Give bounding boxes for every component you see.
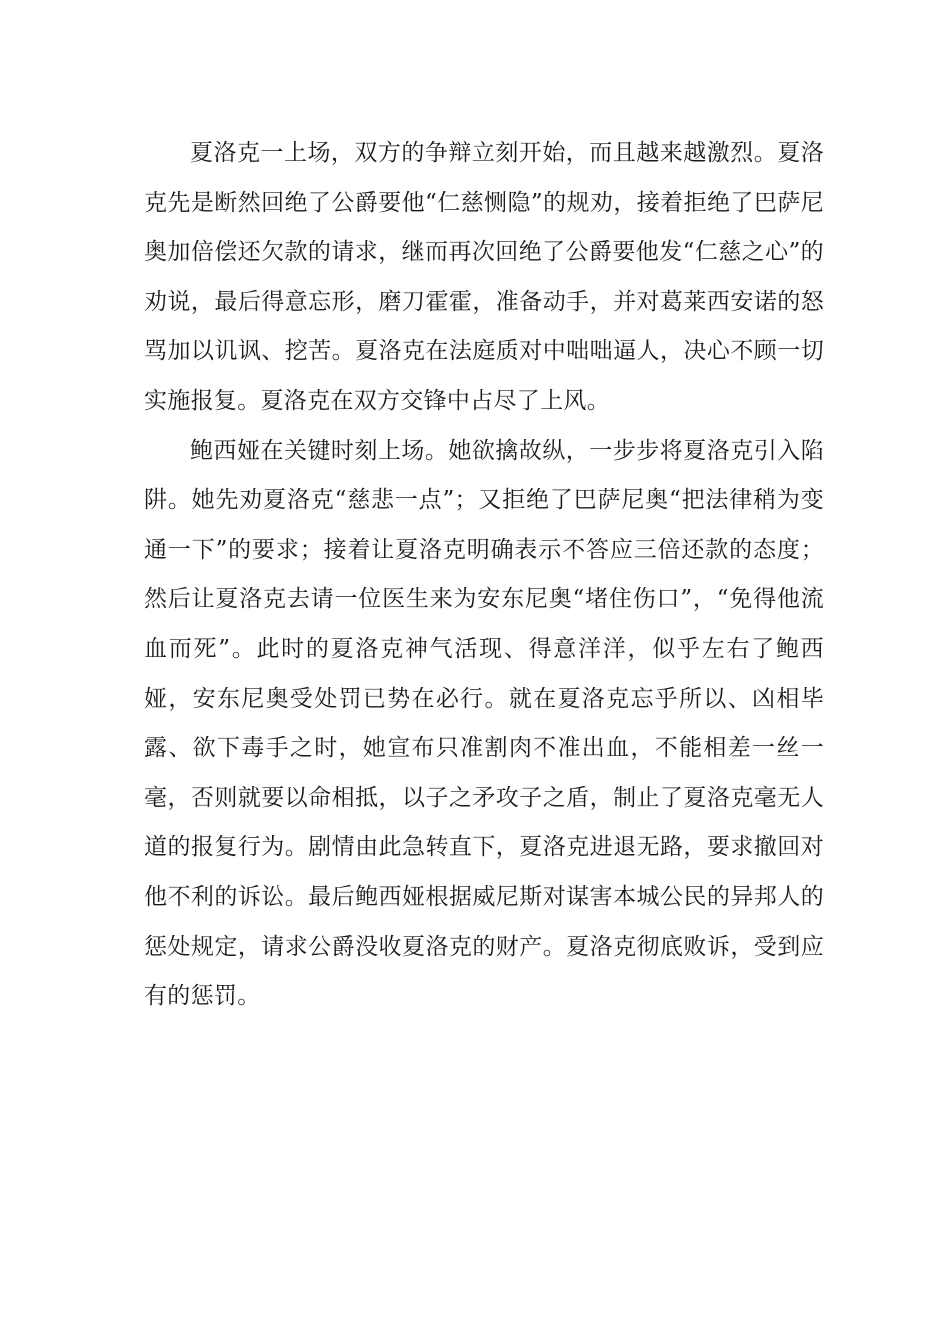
paragraph-2: 鲍西娅在关键时刻上场。她欲擒故纵，一步步将夏洛克引入陷阱。她先劝夏洛克“慈悲一点”；又拒绝了巴萨尼奥“把法律稍为变通一下”的要求；接着让夏洛克明确表示不答应三倍还款的态度；然后让夏洛克去请一位医生来为安东尼奥“堵住伤口”，“免得他流血而死”。此时的夏洛克神气活现、得意洋洋，似乎左右了鲍西娅，安东尼奥受处罚已势在必行。就在夏洛克忘乎所以、凶相毕露、欲下毒手之时，她宣布只准割肉不准出血，不能相差一丝一毫，否则就要以命相抵，以子之矛攻子之盾，制止了夏洛克毫无人道的报复行为。剧情由此急转直下，夏洛克进退无路，要求撤回对他不利的诉讼。最后鲍西娅根据威尼斯对谋害本城公民的异邦人的惩处规定，请求公爵没收夏洛克的财产。夏洛克彻底败诉，受到应有的惩罚。 [144, 437, 824, 1010]
paragraph-1: 夏洛克一上场，双方的争辩立刻开始，而且越来越激烈。夏洛克先是断然回绝了公爵要他“仁慈恻隐”的规劝，接着拒绝了巴萨尼奥加倍偿还欠款的请求，继而再次回绝了公爵要他发“仁慈之心”的劝说，最后得意忘形，磨刀霍霍，准备动手，并对葛莱西安诺的怒骂加以讥讽、挖苦。夏洛克在法庭质对中咄咄逼人，决心不顾一切实施报复。夏洛克在双方交锋中占尽了上风。 [144, 140, 824, 414]
document-body [144, 129, 824, 1022]
